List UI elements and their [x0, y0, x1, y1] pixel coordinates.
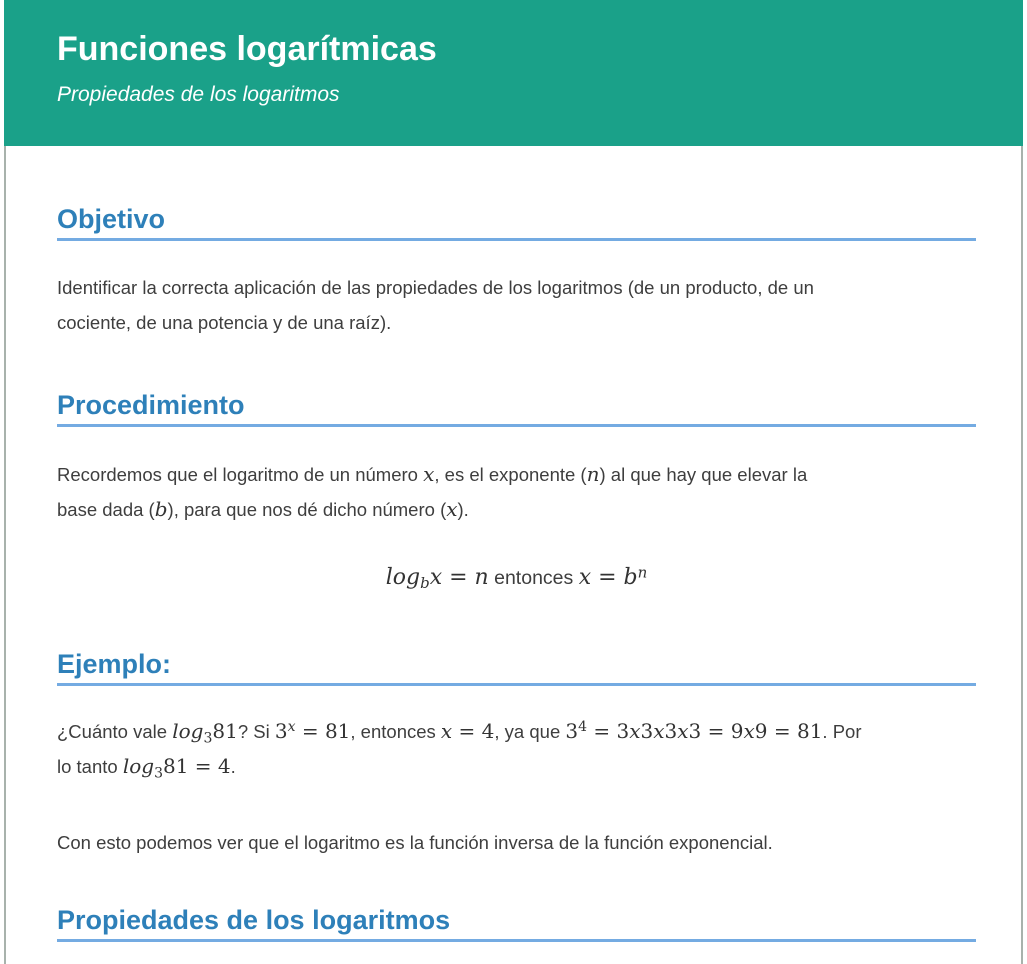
math-num: 3 — [640, 719, 654, 743]
text-run: ? Si — [237, 721, 275, 742]
math-var: n — [586, 462, 600, 486]
math-log: log — [385, 565, 421, 590]
paragraph-procedimiento — [57, 457, 976, 527]
page-title: Funciones logarítmicas — [57, 30, 437, 68]
math-var: b — [623, 565, 638, 590]
text-run: ¿Cuánto vale — [57, 721, 173, 742]
math-subscript: 3 — [203, 730, 213, 747]
math-var: x — [677, 719, 689, 743]
math-equals: = — [591, 565, 624, 590]
page-banner — [4, 0, 1023, 146]
math-var: x — [743, 719, 755, 743]
math-num: = 4 — [452, 719, 495, 743]
text-run: ) al que hay que elevar la — [599, 464, 808, 485]
math-var: x — [440, 719, 453, 743]
math-var: n — [474, 565, 489, 590]
math-var: b — [154, 497, 168, 521]
text-run: ), para que nos dé dicho número ( — [167, 499, 447, 520]
content-area — [4, 146, 1023, 964]
math-num: 3 — [664, 719, 678, 743]
text-run: lo tanto — [57, 756, 123, 777]
heading-objetivo: Objetivo — [57, 204, 976, 241]
math-num: = 9 — [701, 719, 744, 743]
math-num: 3 — [565, 719, 579, 743]
math-num: 81 = 4 — [163, 754, 231, 778]
math-num: = 3 — [587, 719, 630, 743]
heading-propiedades: Propiedades de los logaritmos — [57, 905, 976, 942]
math-superscript: 4 — [578, 718, 588, 735]
text-run: . — [230, 756, 236, 777]
math-subscript: 3 — [154, 765, 163, 782]
math-subscript: b — [420, 574, 430, 593]
paragraph-funcion-inversa: Con esto podemos ver que el logaritmo es la función inversa de la función exponencial. — [57, 832, 773, 853]
document-page — [4, 0, 1023, 964]
math-num: 81 — [212, 719, 238, 743]
math-equals: = — [442, 565, 475, 590]
heading-ejemplo: Ejemplo: — [57, 649, 976, 686]
text-run: base dada ( — [57, 499, 155, 520]
math-superscript: n — [637, 563, 648, 582]
math-log: log — [172, 719, 204, 743]
math-num: 9 — [754, 719, 768, 743]
text-run: , es el exponente ( — [434, 464, 587, 485]
math-superscript: x — [287, 718, 296, 735]
text-run: cociente, de una potencia y de una raíz). — [57, 312, 392, 333]
paragraph-objetivo — [57, 270, 976, 340]
page-subtitle: Propiedades de los logaritmos — [57, 83, 340, 106]
formula-log-definition — [57, 560, 976, 597]
math-num: 3 — [688, 719, 702, 743]
text-run: entonces — [488, 567, 579, 589]
heading-procedimiento: Procedimiento — [57, 390, 976, 427]
math-var: x — [578, 565, 592, 590]
math-var: x — [423, 462, 435, 486]
math-var: x — [446, 497, 458, 521]
math-num: = 81 — [295, 719, 351, 743]
text-run: , ya que — [494, 721, 566, 742]
text-run: Identificar la correcta aplicación de las propiedades de los logaritmos (de un producto, de un — [57, 277, 814, 298]
math-num: = 81 — [767, 719, 823, 743]
math-log: log — [122, 754, 155, 778]
paragraph-ejemplo — [57, 714, 976, 784]
text-run: Recordemos que el logaritmo de un número — [57, 464, 424, 485]
text-run: ). — [457, 499, 469, 520]
text-run: . Por — [822, 721, 862, 742]
math-var: x — [429, 565, 443, 590]
math-num: 3 — [274, 719, 288, 743]
math-var: x — [629, 719, 641, 743]
math-var: x — [653, 719, 665, 743]
text-run: , entonces — [350, 721, 441, 742]
